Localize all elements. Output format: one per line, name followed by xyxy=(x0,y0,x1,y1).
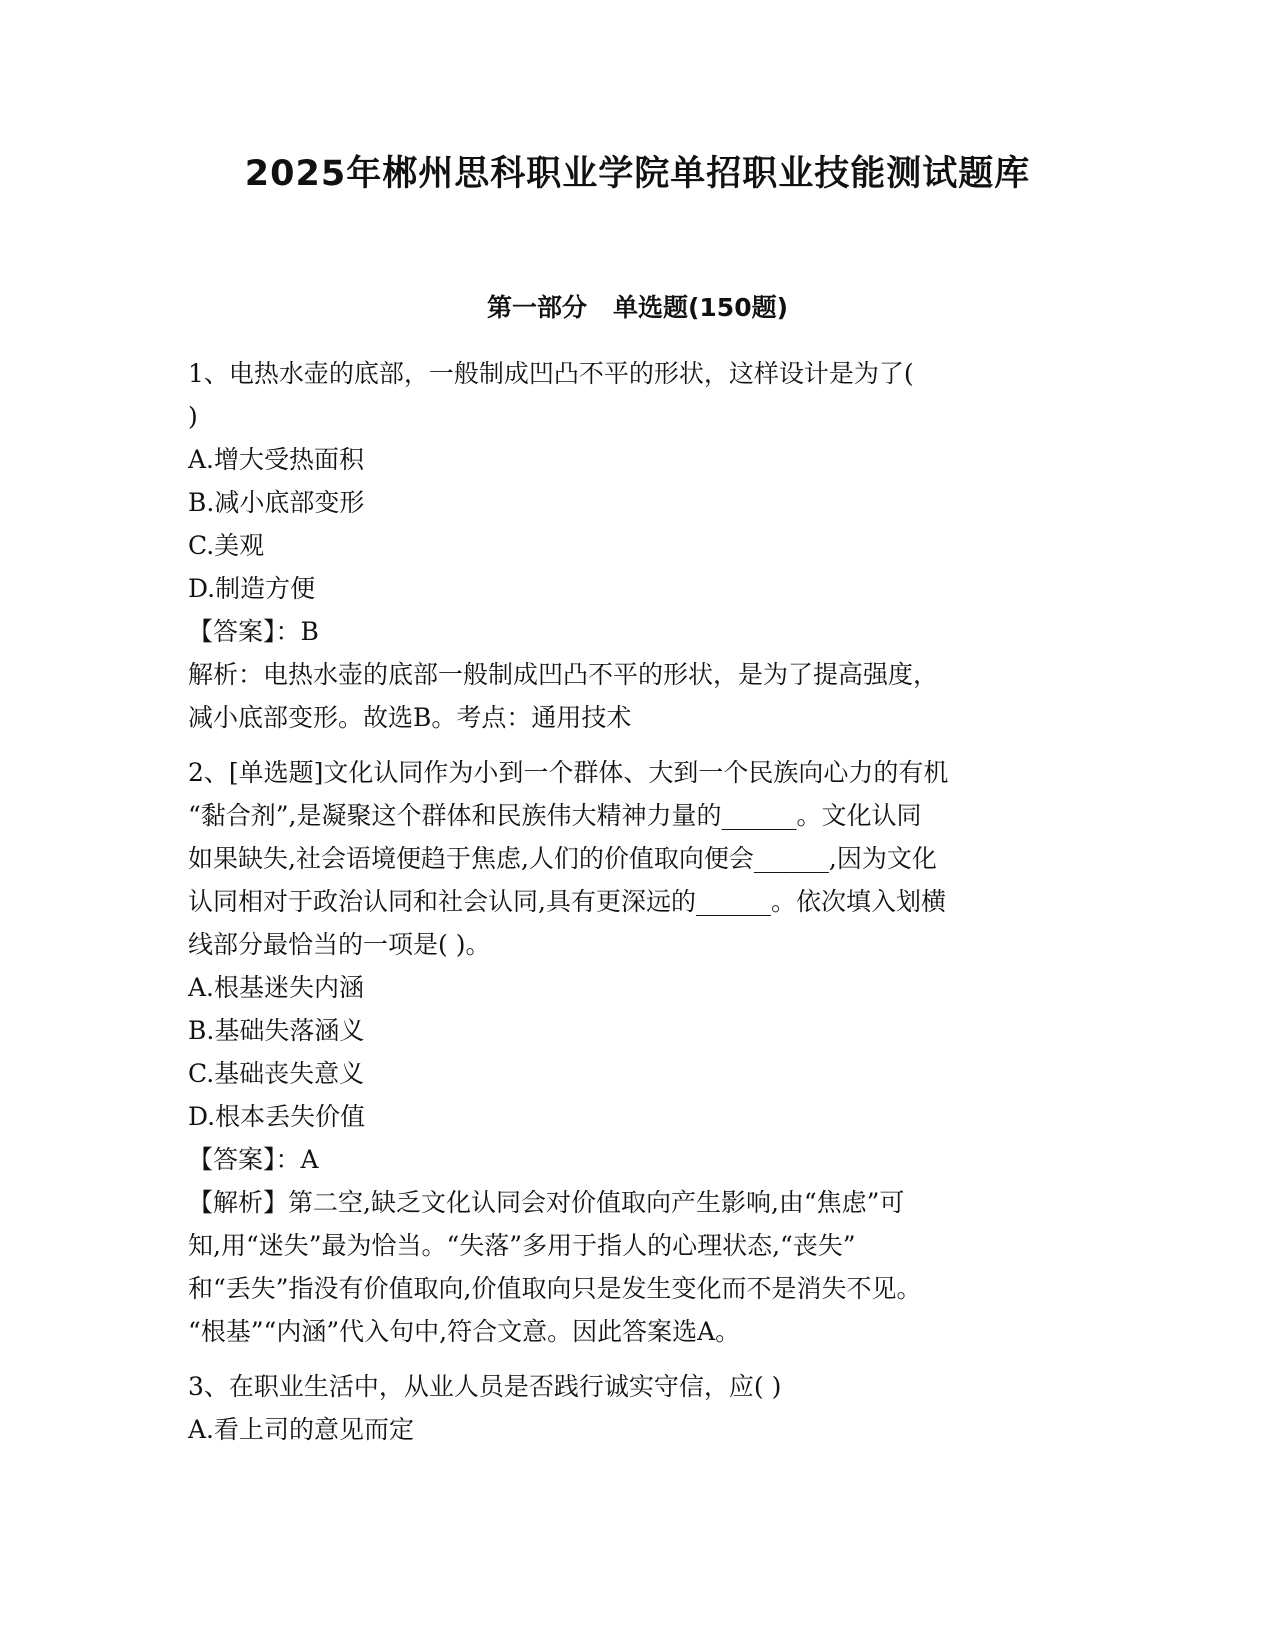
option-a: A.根基迷失内涵 xyxy=(188,973,365,1002)
question-list xyxy=(188,352,1088,1463)
option-b: B.基础失落涵义 xyxy=(188,1016,365,1045)
option-c: C.美观 xyxy=(188,531,265,560)
question-stem-line: 1、电热水壶的底部，一般制成凹凸不平的形状，这样设计是为了( xyxy=(188,359,914,388)
answer: 【答案】：A xyxy=(188,1145,319,1174)
answer: 【答案】：B xyxy=(188,617,319,646)
option-d: D.制造方便 xyxy=(188,574,316,603)
analysis-line: 和“丢失”指没有价值取向,价值取向只是发生变化而不是消失不见。 xyxy=(188,1274,922,1303)
option-c: C.基础丧失意义 xyxy=(188,1059,365,1088)
analysis-line: 减小底部变形。故选B。考点：通用技术 xyxy=(188,703,632,732)
question-stem-line: 认同相对于政治认同和社会认同,具有更深远的______。依次填入划横 xyxy=(188,887,946,916)
analysis-line: 【解析】第二空,缺乏文化认同会对价值取向产生影响,由“焦虑”可 xyxy=(188,1188,905,1217)
option-a: A.看上司的意见而定 xyxy=(188,1415,415,1444)
question-2 xyxy=(188,751,1088,1353)
analysis-line: 知,用“迷失”最为恰当。“失落”多用于指人的心理状态,“丧失” xyxy=(188,1231,856,1260)
question-stem-line: 线部分最恰当的一项是( )。 xyxy=(188,930,491,959)
section-label: 第一部分 xyxy=(486,293,587,322)
question-stem-line: 3、在职业生活中，从业人员是否践行诚实守信，应( ) xyxy=(188,1372,782,1401)
option-a: A.增大受热面积 xyxy=(188,445,365,474)
document-title: 2025年郴州思科职业学院单招职业技能测试题库 xyxy=(244,154,1031,194)
section-name: 单选题(150题) xyxy=(612,293,789,322)
question-stem-line: ) xyxy=(188,402,198,431)
analysis-line: “根基”“内涵”代入句中,符合文意。因此答案选A。 xyxy=(188,1317,741,1346)
question-stem-line: 2、[单选题]文化认同作为小到一个群体、大到一个民族向心力的有机 xyxy=(188,758,949,787)
question-stem-line: 如果缺失,社会语境便趋于焦虑,人们的价值取向便会______,因为文化 xyxy=(188,844,937,873)
question-1 xyxy=(188,352,1088,739)
option-b: B.减小底部变形 xyxy=(188,488,365,517)
analysis-line: 解析：电热水壶的底部一般制成凹凸不平的形状，是为了提高强度， xyxy=(188,660,939,689)
question-stem-line: “黏合剂”,是凝聚这个群体和民族伟大精神力量的______。文化认同 xyxy=(188,801,922,830)
section-heading xyxy=(0,290,1275,326)
option-d: D.根本丢失价值 xyxy=(188,1102,366,1131)
question-3 xyxy=(188,1365,1088,1451)
